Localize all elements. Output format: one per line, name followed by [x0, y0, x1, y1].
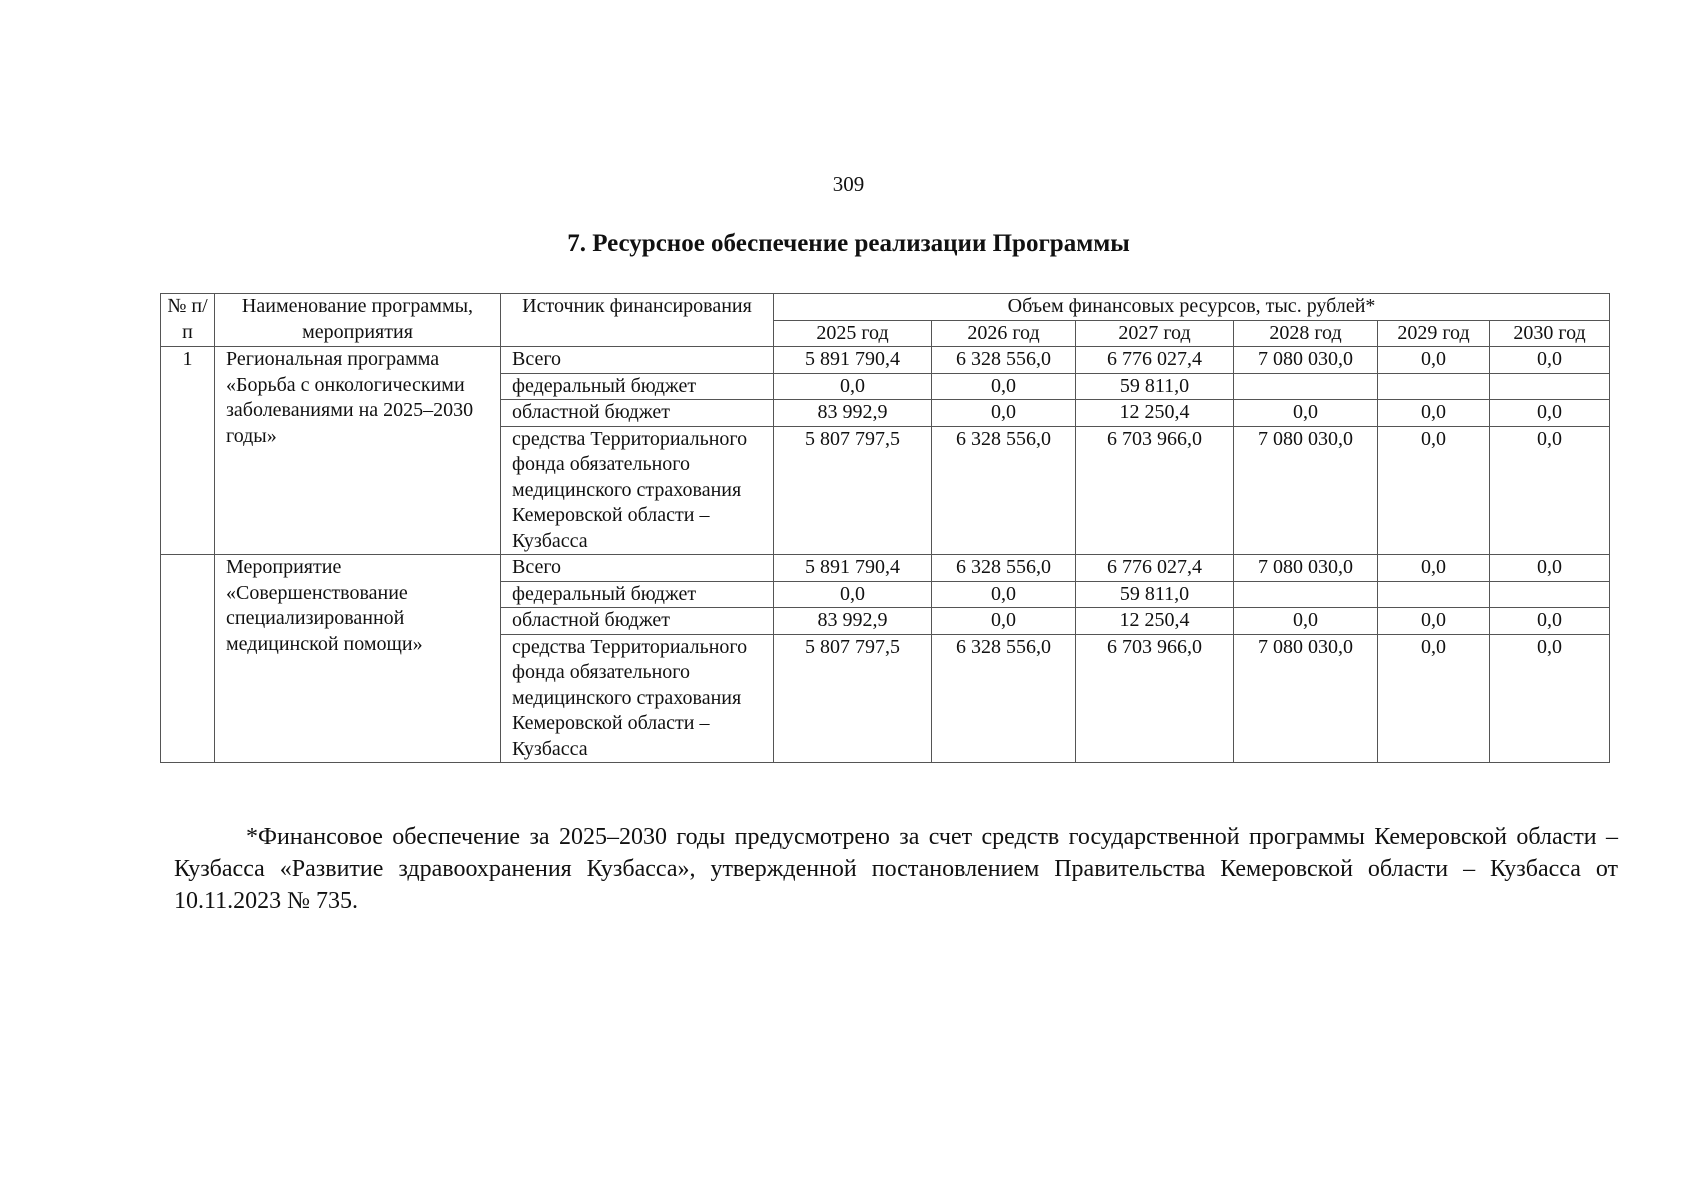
header-year: 2026 год: [932, 320, 1076, 347]
amount-cell: 0,0: [1490, 634, 1610, 763]
header-year: 2025 год: [774, 320, 932, 347]
amount-cell: [1234, 373, 1378, 400]
amount-cell: 7 080 030,0: [1234, 555, 1378, 582]
amount-cell: 5 807 797,5: [774, 426, 932, 555]
header-year: 2027 год: [1076, 320, 1234, 347]
program-name-cell: Мероприятие «Совершенствование специализированной медицинской помощи»: [215, 555, 501, 763]
funding-source-cell: средства Территориального фонда обязательного медицинского страхования Кемеровской области – Кузбасса: [501, 426, 774, 555]
amount-cell: 0,0: [1378, 347, 1490, 374]
amount-cell: 7 080 030,0: [1234, 347, 1378, 374]
amount-cell: 12 250,4: [1076, 608, 1234, 635]
amount-cell: 6 776 027,4: [1076, 555, 1234, 582]
funding-source-cell: Всего: [501, 347, 774, 374]
row-number-cell: 1: [161, 347, 215, 555]
amount-cell: 0,0: [932, 608, 1076, 635]
table-row: [161, 347, 1610, 374]
amount-cell: 0,0: [1234, 608, 1378, 635]
funding-source-cell: средства Территориального фонда обязательного медицинского страхования Кемеровской области – Кузбасса: [501, 634, 774, 763]
amount-cell: 0,0: [1490, 426, 1610, 555]
page-number: 309: [832, 172, 865, 196]
amount-cell: 59 811,0: [1076, 581, 1234, 608]
amount-cell: 5 807 797,5: [774, 634, 932, 763]
amount-cell: 6 328 556,0: [932, 555, 1076, 582]
funding-source-cell: областной бюджет: [501, 400, 774, 427]
amount-cell: 0,0: [932, 581, 1076, 608]
funding-source-cell: федеральный бюджет: [501, 373, 774, 400]
amount-cell: 5 891 790,4: [774, 555, 932, 582]
amount-cell: 0,0: [1490, 400, 1610, 427]
amount-cell: [1234, 581, 1378, 608]
amount-cell: 0,0: [1378, 608, 1490, 635]
header-num: № п/п: [161, 294, 215, 347]
amount-cell: 6 703 966,0: [1076, 426, 1234, 555]
amount-cell: 6 328 556,0: [932, 347, 1076, 374]
amount-cell: 6 703 966,0: [1076, 634, 1234, 763]
section-heading: 7. Ресурсное обеспечение реализации Программы: [567, 230, 1130, 257]
funding-source-cell: областной бюджет: [501, 608, 774, 635]
amount-cell: 5 891 790,4: [774, 347, 932, 374]
header-year: 2030 год: [1490, 320, 1610, 347]
header-name: Наименование программы, мероприятия: [215, 294, 501, 347]
amount-cell: 59 811,0: [1076, 373, 1234, 400]
amount-cell: 0,0: [1378, 426, 1490, 555]
row-number-cell: [161, 555, 215, 763]
amount-cell: 83 992,9: [774, 608, 932, 635]
footnote: *Финансовое обеспечение за 2025–2030 годы предусмотрено за счет средств государственной программы Кемеровской области – Кузбасса «Развитие здравоохранения Кузбасса», утвержденной постановлением Правительства Кемеровской области – Кузбасса от 10.11.2023 № 735.: [174, 824, 1618, 914]
financing-table: [160, 293, 1610, 763]
amount-cell: 6 776 027,4: [1076, 347, 1234, 374]
amount-cell: [1378, 373, 1490, 400]
amount-cell: 7 080 030,0: [1234, 426, 1378, 555]
header-source: Источник финансирования: [501, 294, 774, 347]
amount-cell: [1490, 373, 1610, 400]
header-volume: Объем финансовых ресурсов, тыс. рублей*: [774, 294, 1610, 321]
amount-cell: 0,0: [1490, 555, 1610, 582]
amount-cell: 0,0: [1378, 555, 1490, 582]
header-year: 2029 год: [1378, 320, 1490, 347]
financing-table-body: [161, 347, 1610, 763]
amount-cell: [1490, 581, 1610, 608]
amount-cell: 0,0: [1234, 400, 1378, 427]
amount-cell: 83 992,9: [774, 400, 932, 427]
amount-cell: 6 328 556,0: [932, 634, 1076, 763]
funding-source-cell: федеральный бюджет: [501, 581, 774, 608]
amount-cell: 7 080 030,0: [1234, 634, 1378, 763]
amount-cell: 6 328 556,0: [932, 426, 1076, 555]
program-name-cell: Региональная программа «Борьба с онкологическими заболеваниями на 2025–2030 годы»: [215, 347, 501, 555]
amount-cell: 0,0: [774, 581, 932, 608]
amount-cell: 0,0: [932, 373, 1076, 400]
amount-cell: 0,0: [774, 373, 932, 400]
header-row-1: [161, 294, 1610, 321]
amount-cell: 0,0: [932, 400, 1076, 427]
amount-cell: 0,0: [1378, 400, 1490, 427]
amount-cell: 0,0: [1490, 347, 1610, 374]
header-year: 2028 год: [1234, 320, 1378, 347]
amount-cell: 0,0: [1490, 608, 1610, 635]
amount-cell: 0,0: [1378, 634, 1490, 763]
funding-source-cell: Всего: [501, 555, 774, 582]
amount-cell: 12 250,4: [1076, 400, 1234, 427]
table-row: [161, 555, 1610, 582]
amount-cell: [1378, 581, 1490, 608]
